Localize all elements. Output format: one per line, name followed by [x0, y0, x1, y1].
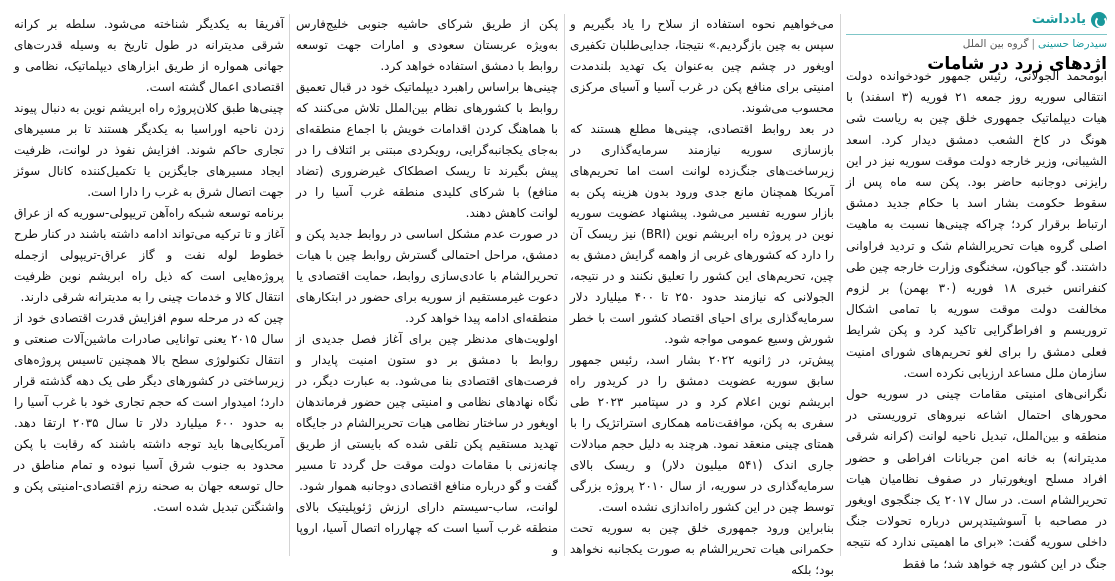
- author-name: سیدرضا حسینی: [1038, 38, 1107, 50]
- section-logo-icon: [1091, 12, 1107, 28]
- paragraph: پیش‌تر، در ژانویه ۲۰۲۲ بشار اسد، رئیس جمهور سابق سوریه عضویت دمشق را در کریدور راه ابریشم نوین اعلام کرد و در سپتامبر ۲۰۲۳ طی سفری به پکن، موافقت‌نامه همکاری استراتژیک را با همتای چینی منعقد نمود. هرچند به دلیل حجم مبادلات جاری اندک (۵۴۱ میلیون دلار) و ریسک بالای سرمایه‌گذاری در سوریه، از سال ۲۰۱۰ پروژه بزرگی توسط چین در این کشور راه‌اندازی نشده است.: [570, 353, 835, 514]
- author-desk: گروه بین الملل: [962, 38, 1029, 50]
- article-column-2: [570, 14, 835, 577]
- paragraph: آفریقا به یکدیگر شناخته می‌شود. سلطه بر کرانه شرقی مدیترانه در طول تاریخ به وسیله قدرت‌های جهانی همواره از طریق ابزارهای دیپلماتیک، نظامی و اقتصادی اعمال گشته است.: [14, 17, 284, 94]
- section-label: یادداشت: [1031, 12, 1086, 27]
- article-title: اژدهای زرد در شامات: [927, 54, 1107, 74]
- paragraph: پکن از طریق شرکای حاشیه جنوبی خلیج‌فارس به‌ویژه عربستان سعودی و امارات جهت توسعه روابط با دمشق استفاده خواهد کرد.: [296, 17, 558, 73]
- paragraph: چین که در مرحله سوم افزایش قدرت اقتصادی خود از سال ۲۰۱۵ یعنی توانایی صادرات ماشین‌آلات صنعتی و انتقال تکنولوژی سطح بالا همچنین تاسیس پروژه‌های زیرساختی در کشورهای دیگر طی یک دهه گذشته قرار دارد؛ امیدوار است که حجم تجاری خود با غرب آسیا را به حدود ۶۰۰ میلیارد دلار تا سال ۲۰۳۵ ارتقا دهد. آمریکایی‌ها باید توجه داشته باشند که رقابت با پکن محدود به جنوب شرق آسیا نبوده و تمام مناطق در حال توسعه جهان به صحنه رزم اقتصادی-امنیتی پکن و واشنگتن تبدیل شده است.: [14, 311, 285, 514]
- byline: [963, 37, 1107, 51]
- paragraph: ابومحمد الجولانی، رئیس جمهور خودخوانده دولت انتقالی سوریه روز جمعه ۲۱ فوریه (۳ اسفند) با هیات دیپلماتیک جمهوری خلق چین به ریاست شی هونگ در کاخ الشعب دمشق دیدار کرد. اسعد الشیبانی، وزیر خارجه دولت موقت سوریه نیز در این رایزنی دوجانبه حاضر بود. پکن سه ماه پس از سقوط حکومت بشار اسد با حکام جدید دمشق ارتباط برقرار کرد؛ چراکه چینی‌ها نسبت به ماهیت اصلی گروه هیات تحریرالشام شک و تردید فراوانی داشتند. گو جیاکون، سخنگوی وزارت خارجه چین طی کنفرانس خبری ۱۸ فوریه (۳۰ بهمن) بر لزوم مخالفت دولت موقت سوریه با تمامی اشکال تروریسم و افراط‌گرایی تاکید کرد و پکن شرایط فعلی دمشق را برای لغو تحریم‌های شورای امنیت سازمان ملل مساعد ارزیابی نکرده است.: [846, 69, 1107, 380]
- article-header: [846, 12, 1107, 74]
- paragraph: لوانت، ساب-سیستم دارای ارزش ژئوپلیتیک بالای منطقه غرب آسیا است که چهارراه اتصال آسیا، اروپا و: [296, 500, 558, 556]
- paragraph: در صورت عدم مشکل اساسی در روابط جدید پکن و دمشق، مراحل احتمالی گسترش روابط چین با هیات تحریرالشام با عادی‌سازی روابط، حمایت اقتصادی یا دعوت غیرمستقیم از سوریه برای حضور در ابتکارهای منطقه‌ای ادامه پیدا خواهد کرد.: [296, 227, 558, 325]
- paragraph: در بعد روابط اقتصادی، چینی‌ها مطلع هستند که بازسازی سوریه نیازمند سرمایه‌گذاری در زیرساخت‌های جنگ‌زده لوانت است اما تحریم‌های آمریکا همچنان مانع جدی ورود بدون هزینه پکن به بازار سوریه تفسیر می‌شود. پیشنهاد عضویت سوریه نوین در پروژه راه ابریشم نوین (BRI) نیز ریسک آن را دارد که کشورهای غربی از واهمه گرایش دمشق به چین، تحریم‌های این کشور را تعلیق نکنند و در نتیجه، الجولانی که نیازمند حدود ۲۵۰ تا ۴۰۰ میلیارد دلار سرمایه‌گذاری برای احیای اقتصاد کشور است با خطر شورش وسیع عمومی مواجه شود.: [570, 122, 834, 346]
- paragraph: نگرانی‌های امنیتی مقامات چینی در سوریه حول محورهای احتمال اشاعه نیروهای تروریستی در منطقه و بین‌الملل، تبدیل ناحیه لوانت (کرانه شرقی مدیترانه) به خانه امن جریانات افراطی و حضور افراد مسلح اویغورتبار در صفوف نظامیان هیات تحریرالشام است. در سال ۲۰۱۷ یک جنگجوی اویغور در مصاحبه با آسوشیتدپرس درباره تحولات جنگ داخلی سوریه گفت: «برای ما اهمیتی ندارد که نتیجه جنگ در این کشور چه خواهد شد؛ ما فقط: [846, 387, 1108, 571]
- article-column-4: [14, 14, 284, 566]
- paragraph: چینی‌ها طبق کلان‌پروژه راه ابریشم نوین به دنبال پیوند زدن ناحیه اوراسیا به یکدیگر هستند تا بر مسیرهای تجاری حاکم شوند. افزایش نفوذ در لوانت، ظرفیت ایجاد مسیرهای جایگزین یا تکمیل‌کننده کانال سوئز جهت اتصال شرق به غرب را دارا است.: [14, 101, 284, 199]
- paragraph: بنابراین ورود جمهوری خلق چین به سوریه تحت حکمرانی هیات تحریرالشام به صورت یکجانبه نخواهد بود؛ بلکه: [570, 521, 834, 577]
- paragraph: اولویت‌های مدنظر چین برای آغاز فصل جدیدی از روابط با دمشق بر دو ستون امنیت پایدار و فرصت‌های اقتصادی بنا می‌شود. به عبارت دیگر، در نگاه نهادهای نظامی و امنیتی چین حضور فرماندهان اویغور در ساختار نظامی هیات تحریرالشام در جایگاه تهدید مستقیم پکن تلقی شده که بایستی از طریق چانه‌زنی با مقامات دولت موقت حل گردد تا مسیر گفت و گو درباره منافع اقتصادی دوجانبه هموار شود.: [296, 332, 558, 493]
- paragraph: برنامه توسعه شبکه راه‌آهن تریپولی-سوریه که از عراق آغاز و تا ترکیه می‌تواند ادامه داشته باشند در کنار طرح خطوط لوله نفت و گاز عراق-تریپولی ازجمله پروژه‌هایی است که ذیل راه ابریشم نوین ظرفیت انتقال کالا و خدمات چینی را به مدیترانه شرقی دارند.: [14, 206, 284, 304]
- column-divider: [840, 14, 841, 556]
- column-divider: [564, 14, 565, 556]
- article-column-1: [846, 66, 1108, 571]
- paragraph: می‌خواهیم نحوه استفاده از سلاح را یاد بگیریم و سپس به چین بازگردیم.» نتیجتا، جدایی‌طلبان تکفیری اویغور در چشم چین به‌عنوان یک تهدید بلندمدت امنیتی برای منافع پکن در غرب آسیا و آسیای مرکزی محسوب می‌شوند.: [570, 17, 834, 115]
- column-divider: [289, 14, 290, 556]
- byline-separator: |: [1031, 38, 1036, 50]
- article-column-3: [296, 14, 558, 566]
- paragraph: چینی‌ها براساس راهبرد دیپلماتیک خود در قبال تعمیق روابط با کشورهای نظام بین‌الملل تلاش می‌کنند که با هماهنگ کردن اقدامات خویش با اجماع منطقه‌ای به‌جای یکجانبه‌گرایی، رویکردی مبتنی بر ائتلاف را در پیش بگیرند تا ریسک اصطکاک غیرضروری (تضاد منافع) با شرکای کلیدی منطقه غرب آسیا را در لوانت کاهش دهند.: [296, 80, 558, 220]
- header-divider: [846, 34, 1107, 35]
